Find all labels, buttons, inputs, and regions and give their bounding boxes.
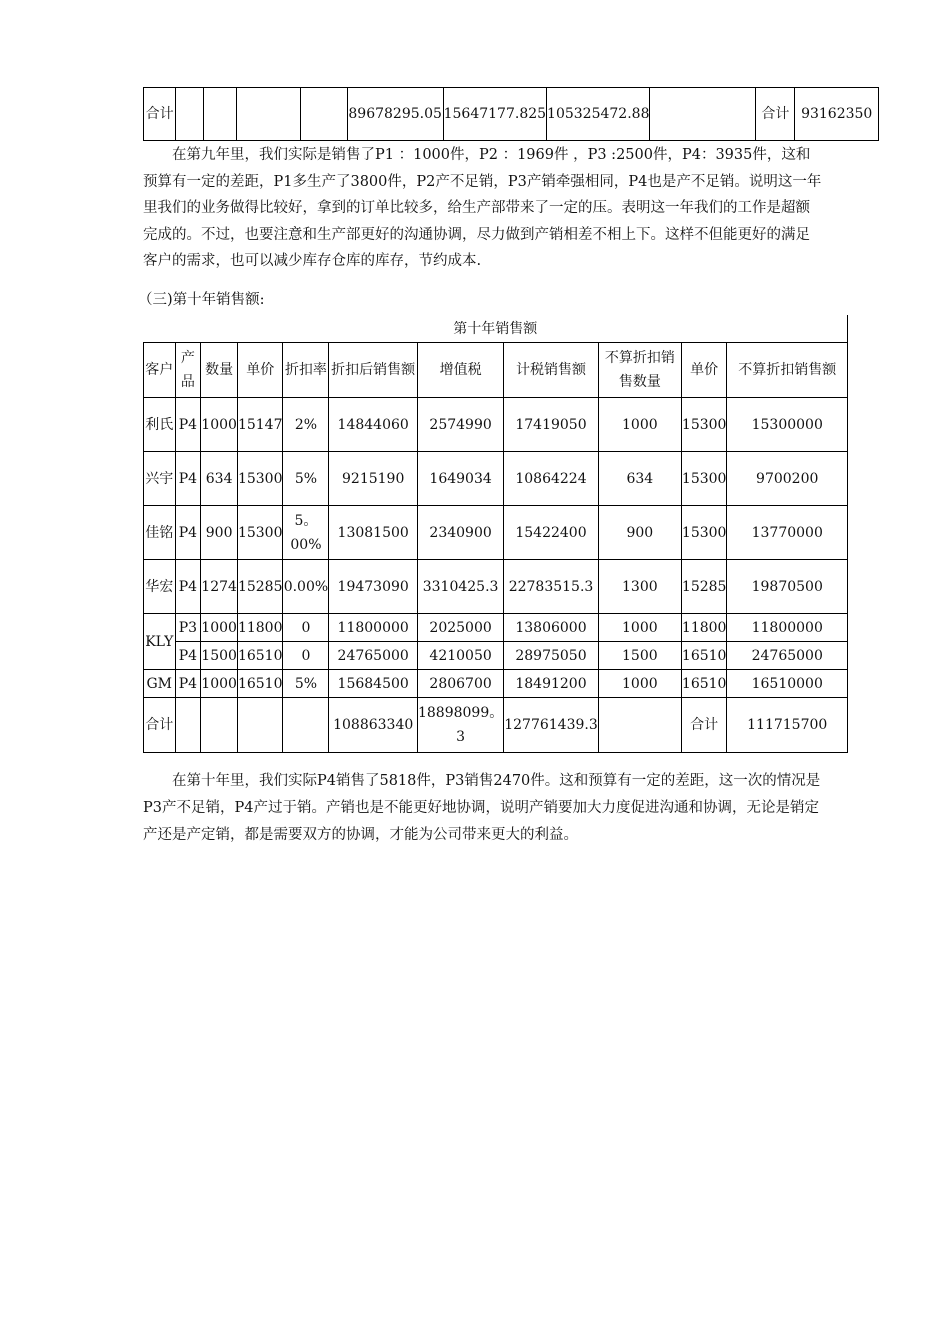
year-nine-analysis-paragraph: 在第九年里，我们实际是销售了P1 ：1000件，P2 ：1969件 ，P3 :2500件，P4：3935件，这和预算有一定的差距，P1多生产了3800件，P2产不足销，P3产销牵强相同，P4也是产不足销。说明这一年里我们的业务做得比较好，拿到的订单比较多，给生产部带来了一定的压。表明这一年我们的工作是超额完成的。不过，也要注意和生产部更好的沟通协调，尽力做到产销相差不相上下。这样不但能更好的满足客户的需求，也可以减少库存仓库的库存，节约成本. bbox=[143, 147, 822, 269]
price-cell: 16510 bbox=[237, 642, 283, 670]
empty-cell bbox=[650, 88, 756, 141]
table-row bbox=[144, 452, 848, 506]
empty-cell bbox=[204, 88, 237, 141]
vat-cell: 2340900 bbox=[417, 506, 503, 560]
column-header: 不算折扣销售数量 bbox=[598, 343, 681, 398]
quantity-cell: 1500 bbox=[201, 642, 238, 670]
customer-cell: 利氏 bbox=[144, 398, 176, 452]
after-discount-cell: 14844060 bbox=[329, 398, 418, 452]
column-header: 数量 bbox=[201, 343, 238, 398]
discount-cell: 5% bbox=[283, 670, 329, 698]
no-discount-qty-cell: 1500 bbox=[598, 642, 681, 670]
taxable-cell: 28975050 bbox=[504, 642, 599, 670]
table-row bbox=[144, 506, 848, 560]
table-row bbox=[144, 642, 848, 670]
empty-cell bbox=[175, 698, 201, 753]
no-discount-total-cell: 93162350 bbox=[795, 88, 879, 141]
empty-cell bbox=[237, 698, 283, 753]
total-label-cell: 合计 bbox=[144, 698, 176, 753]
empty-cell bbox=[283, 698, 329, 753]
no-discount-qty-cell: 1000 bbox=[598, 670, 681, 698]
discount-cell: 0 bbox=[283, 614, 329, 642]
customer-cell: 佳铭 bbox=[144, 506, 176, 560]
price-cell: 15300 bbox=[237, 452, 283, 506]
no-discount-sales-cell: 15300000 bbox=[727, 398, 848, 452]
taxable-cell: 13806000 bbox=[504, 614, 599, 642]
previous-year-total-table bbox=[143, 87, 879, 141]
no-discount-sales-cell: 11800000 bbox=[727, 614, 848, 642]
price-cell: 15147 bbox=[237, 398, 283, 452]
vat-total-cell: 15647177.825 bbox=[443, 88, 546, 141]
no-discount-qty-cell: 1000 bbox=[598, 398, 681, 452]
no-discount-sales-cell: 19870500 bbox=[727, 560, 848, 614]
product-cell: P4 bbox=[175, 670, 201, 698]
discount-cell: 0.00% bbox=[283, 560, 329, 614]
column-header: 折扣率 bbox=[283, 343, 329, 398]
after-discount-cell: 11800000 bbox=[329, 614, 418, 642]
after-discount-total-cell: 108863340 bbox=[329, 698, 418, 753]
no-discount-price-cell: 15300 bbox=[681, 506, 727, 560]
after-discount-cell: 19473090 bbox=[329, 560, 418, 614]
empty-cell bbox=[201, 698, 238, 753]
no-discount-qty-cell: 1300 bbox=[598, 560, 681, 614]
customer-cell: KLY bbox=[144, 614, 176, 670]
price-cell: 11800 bbox=[237, 614, 283, 642]
after-discount-cell: 24765000 bbox=[329, 642, 418, 670]
table-row bbox=[144, 670, 848, 698]
vat-cell: 3310425.3 bbox=[417, 560, 503, 614]
product-cell: P4 bbox=[175, 398, 201, 452]
taxable-cell: 15422400 bbox=[504, 506, 599, 560]
after-discount-cell: 9215190 bbox=[329, 452, 418, 506]
table-row bbox=[144, 614, 848, 642]
year-ten-analysis-paragraph: 在第十年里，我们实际P4销售了5818件，P3销售2470件。这和预算有一定的差距，这一次的情况是P3产不足销，P4产过于销。产销也是不能更好地协调，说明产销要加大力度促进沟通和协调，无论是销定产还是产定销，都是需要双方的协调，才能为公司带来更大的利益。 bbox=[143, 773, 821, 843]
product-cell: P4 bbox=[175, 560, 201, 614]
empty-cell bbox=[598, 698, 681, 753]
discount-cell: 0 bbox=[283, 642, 329, 670]
no-discount-qty-cell: 1000 bbox=[598, 614, 681, 642]
empty-cell bbox=[236, 88, 300, 141]
vat-cell: 2025000 bbox=[417, 614, 503, 642]
discount-cell: 5% bbox=[283, 452, 329, 506]
quantity-cell: 900 bbox=[201, 506, 238, 560]
product-cell: P4 bbox=[175, 642, 201, 670]
no-discount-total-cell: 111715700 bbox=[727, 698, 848, 753]
total-row bbox=[144, 698, 848, 753]
no-discount-sales-cell: 16510000 bbox=[727, 670, 848, 698]
vat-cell: 1649034 bbox=[417, 452, 503, 506]
product-cell: P4 bbox=[175, 452, 201, 506]
total-label-cell: 合计 bbox=[144, 88, 176, 141]
after-discount-cell: 15684500 bbox=[329, 670, 418, 698]
column-header: 折扣后销售额 bbox=[329, 343, 418, 398]
quantity-cell: 1000 bbox=[201, 614, 238, 642]
quantity-cell: 1000 bbox=[201, 398, 238, 452]
taxable-cell: 22783515.3 bbox=[504, 560, 599, 614]
table-title: 第十年销售额 bbox=[144, 315, 848, 343]
discount-cell: 2% bbox=[283, 398, 329, 452]
taxable-total-cell: 127761439.3 bbox=[504, 698, 599, 753]
price-cell: 15300 bbox=[237, 506, 283, 560]
no-discount-sales-cell: 9700200 bbox=[727, 452, 848, 506]
taxable-cell: 18491200 bbox=[504, 670, 599, 698]
taxable-total-cell: 105325472.88 bbox=[547, 88, 650, 141]
column-header: 单价 bbox=[237, 343, 283, 398]
table-row bbox=[144, 398, 848, 452]
quantity-cell: 634 bbox=[201, 452, 238, 506]
taxable-cell: 10864224 bbox=[504, 452, 599, 506]
price-cell: 15285 bbox=[237, 560, 283, 614]
vat-cell: 2806700 bbox=[417, 670, 503, 698]
no-discount-price-cell: 15285 bbox=[681, 560, 727, 614]
no-discount-qty-cell: 634 bbox=[598, 452, 681, 506]
vat-cell: 4210050 bbox=[417, 642, 503, 670]
product-cell: P3 bbox=[175, 614, 201, 642]
total-label-cell: 合计 bbox=[681, 698, 727, 753]
price-cell: 16510 bbox=[237, 670, 283, 698]
customer-cell: 华宏 bbox=[144, 560, 176, 614]
no-discount-price-cell: 15300 bbox=[681, 452, 727, 506]
empty-cell bbox=[176, 88, 204, 141]
no-discount-qty-cell: 900 bbox=[598, 506, 681, 560]
quantity-cell: 1000 bbox=[201, 670, 238, 698]
product-cell: P4 bbox=[175, 506, 201, 560]
column-header: 单价 bbox=[681, 343, 727, 398]
quantity-cell: 1274 bbox=[201, 560, 238, 614]
no-discount-price-cell: 16510 bbox=[681, 642, 727, 670]
column-header: 产品 bbox=[175, 343, 201, 398]
no-discount-price-cell: 11800 bbox=[681, 614, 727, 642]
column-header: 增值税 bbox=[417, 343, 503, 398]
column-header: 计税销售额 bbox=[504, 343, 599, 398]
taxable-cell: 17419050 bbox=[504, 398, 599, 452]
discount-cell: 5。00% bbox=[283, 506, 329, 560]
after-discount-total-cell: 89678295.05 bbox=[347, 88, 443, 141]
total-label-cell: 合计 bbox=[756, 88, 795, 141]
customer-cell: GM bbox=[144, 670, 176, 698]
no-discount-sales-cell: 24765000 bbox=[727, 642, 848, 670]
no-discount-price-cell: 16510 bbox=[681, 670, 727, 698]
after-discount-cell: 13081500 bbox=[329, 506, 418, 560]
year-ten-sales-table bbox=[143, 315, 848, 753]
column-header: 不算折扣销售额 bbox=[727, 343, 848, 398]
table-row bbox=[144, 560, 848, 614]
no-discount-price-cell: 15300 bbox=[681, 398, 727, 452]
vat-cell: 2574990 bbox=[417, 398, 503, 452]
no-discount-sales-cell: 13770000 bbox=[727, 506, 848, 560]
customer-cell: 兴宇 bbox=[144, 452, 176, 506]
section-heading: （三)第十年销售额: bbox=[138, 292, 265, 308]
empty-cell bbox=[300, 88, 347, 141]
vat-total-cell: 18898099。3 bbox=[417, 698, 503, 753]
column-header: 客户 bbox=[144, 343, 176, 398]
